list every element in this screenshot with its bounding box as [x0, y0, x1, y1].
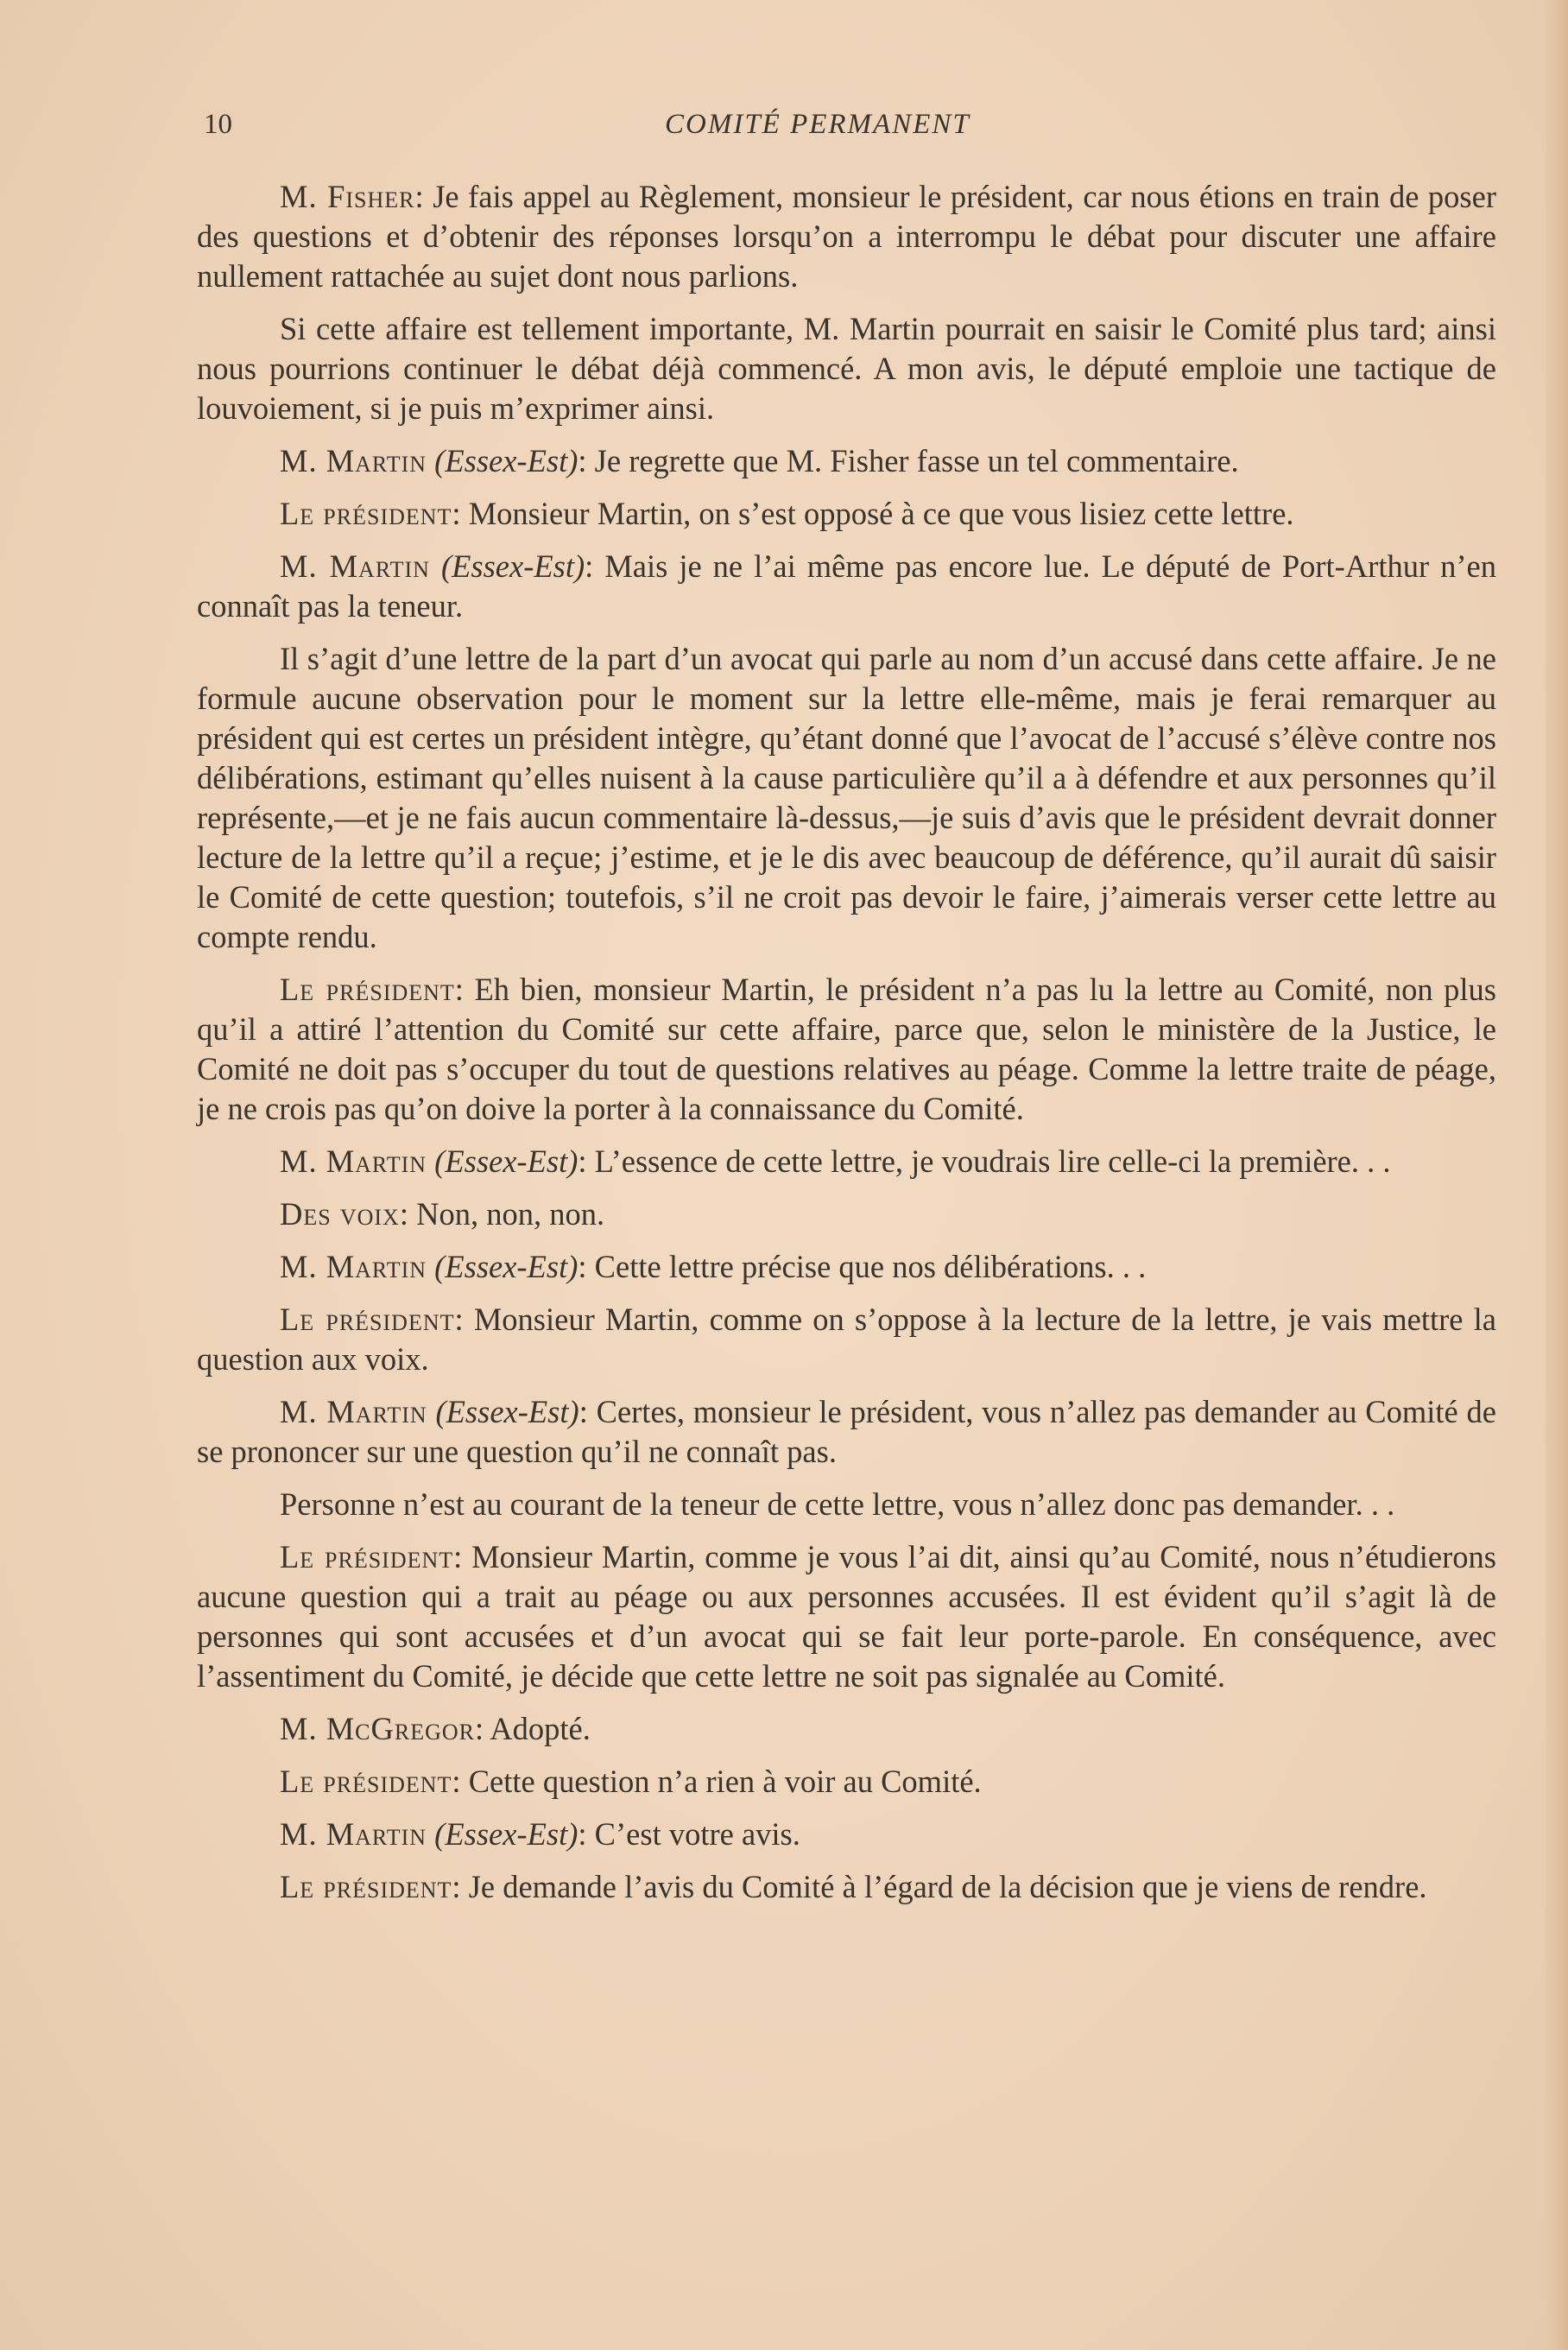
paragraph: Le président: Eh bien, monsieur Martin, le président n’a pas lu la lettre au Comité, non plus qu’il a attiré l’attention du Comité sur cette affaire, parce que, selon le ministère de la Justice, le Comité ne doit pas s’occuper du tout de questions relatives au péage. Comme la lettre traite de péage, je ne crois pas qu’on doive la porter à la connaissance du Comité.	[197, 972, 1496, 1126]
paragraph: Le président: Cette question n’a rien à voir au Comité.	[280, 1764, 982, 1799]
speaker-name: M. Martin	[280, 1816, 427, 1852]
paragraph-text: Personne n’est au courant de la teneur de cette lettre, vous n’allez donc pas demander. . .	[280, 1486, 1395, 1522]
speaker-name: Le président	[280, 1302, 455, 1337]
speaker-name: M. Martin	[280, 1249, 427, 1284]
speaker-name: M. Martin	[280, 1143, 427, 1179]
paragraph	[197, 639, 1496, 957]
paragraph: M. Martin (Essex-Est): Mais je ne l’ai même pas encore lue. Le député de Port-Arthur n’en connaît pas la teneur.	[197, 548, 1496, 624]
paragraph	[197, 309, 1496, 428]
speaker-riding: (Essex-Est)	[440, 548, 585, 584]
paragraph: M. Martin (Essex-Est): L’essence de cette lettre, je voudrais lire celle-ci la première. . .	[280, 1143, 1391, 1179]
running-title: COMITÉ PERMANENT	[665, 109, 971, 140]
paragraph: M. McGregor: Adopté.	[280, 1711, 591, 1746]
paragraph-text: C’est votre avis.	[594, 1816, 800, 1852]
speaker-riding: (Essex-Est)	[434, 1143, 579, 1179]
speaker-riding: (Essex-Est)	[434, 443, 579, 478]
page-header	[199, 109, 1494, 152]
paragraph-text: Je regrette que M. Fisher fasse un tel commentaire.	[594, 443, 1239, 478]
speaker-name: M. Fisher	[280, 179, 415, 214]
paragraph: Le président: Je demande l’avis du Comité à l’égard de la décision que je viens de rendre.	[280, 1869, 1427, 1904]
paragraph-text: Monsieur Martin, comme je vous l’ai dit, ainsi qu’au Comité, nous n’étudierons aucune question qui a trait au péage ou aux personnes accusées. Il est évident qu’il s’agit là de personnes qui sont accusées et d’un avocat qui se fait leur porte-parole. En conséquence, avec l’assentiment du Comité, je décide que cette lettre ne soit pas signalée au Comité.	[197, 1539, 1496, 1694]
paragraph-text: Cette lettre précise que nos délibérations. . .	[594, 1249, 1147, 1284]
speaker-name: Le président	[280, 1539, 454, 1574]
paragraph-text: Adopté.	[490, 1711, 591, 1746]
paragraph: M. Fisher: Je fais appel au Règlement, monsieur le président, car nous étions en train de poser des questions et d’obtenir des réponses lorsqu’on a interrompu le débat pour discuter une affaire nullement rattachée au sujet dont nous parlions.	[197, 179, 1496, 294]
speaker-name: Le président	[280, 972, 455, 1007]
speaker-name: Des voix	[280, 1196, 400, 1232]
speaker-name: Le président	[280, 1764, 452, 1799]
speaker-name: M. Martin	[280, 443, 427, 478]
paragraph-text: Cette question n’a rien à voir au Comité.	[468, 1764, 982, 1799]
paragraph: M. Martin (Essex-Est): Cette lettre précise que nos délibérations. . .	[280, 1249, 1147, 1284]
paragraph: Des voix: Non, non, non.	[280, 1196, 605, 1232]
speaker-name: M. Martin	[280, 1394, 427, 1429]
paragraph	[197, 1485, 1496, 1524]
speaker-riding: (Essex-Est)	[434, 1816, 579, 1852]
speaker-name: Le président	[280, 496, 452, 531]
paragraph: M. Martin (Essex-Est): Je regrette que M. Fisher fasse un tel commentaire.	[280, 443, 1239, 478]
page-edge-shadow	[1546, 0, 1568, 2350]
page-number: 10	[204, 109, 232, 140]
paragraph: Le président: Monsieur Martin, comme je vous l’ai dit, ainsi qu’au Comité, nous n’étudierons aucune question qui a trait au péage ou aux personnes accusées. Il est évident qu’il s’agit là de personnes qui sont accusées et d’un avocat qui se fait leur porte-parole. En conséquence, avec l’assentiment du Comité, je décide que cette lettre ne soit pas signalée au Comité.	[197, 1539, 1496, 1694]
speaker-name: M. McGregor	[280, 1711, 475, 1746]
paragraph: M. Martin (Essex-Est): Certes, monsieur le président, vous n’allez pas demander au Comité de se prononcer sur une question qu’il ne connaît pas.	[197, 1394, 1496, 1469]
paragraph: Le président: Monsieur Martin, on s’est opposé à ce que vous lisiez cette lettre.	[280, 496, 1294, 531]
paragraph-text: Je fais appel au Règlement, monsieur le président, car nous étions en train de poser des questions et d’obtenir des réponses lorsqu’on a interrompu le débat pour discuter une affaire nullement rattachée au sujet dont nous parlions.	[197, 179, 1496, 294]
paragraph-text: Monsieur Martin, comme on s’oppose à la lecture de la lettre, je vais mettre la question aux voix.	[197, 1302, 1497, 1377]
paragraph: M. Martin (Essex-Est): C’est votre avis.	[280, 1816, 800, 1852]
page-body	[197, 177, 1496, 1920]
speaker-name: Le président	[280, 1869, 452, 1904]
speaker-riding: (Essex-Est)	[435, 1394, 579, 1429]
paragraph-text: Monsieur Martin, on s’est opposé à ce que vous lisiez cette lettre.	[468, 496, 1294, 531]
paragraph-text: L’essence de cette lettre, je voudrais lire celle-ci la première. . .	[594, 1143, 1391, 1179]
paragraph-text: Non, non, non.	[416, 1196, 605, 1232]
paragraph-text: Mais je ne l’ai même pas encore lue. Le député de Port-Arthur n’en connaît pas la teneur.	[197, 548, 1496, 624]
speaker-name: M. Martin	[280, 548, 430, 584]
speaker-riding: (Essex-Est)	[434, 1249, 579, 1284]
paragraph-text: Il s’agit d’une lettre de la part d’un avocat qui parle au nom d’un accusé dans cette affaire. Je ne formule aucune observation pour le moment sur la lettre elle-même, mais je ferai remarquer au président qui est certes un président intègre, qu’étant donné que l’avocat de l’accusé s’élève contre nos délibérations, estimant qu’elles nuisent à la cause particulière qu’il a à défendre et aux personnes qu’il représente,—et je ne fais aucun commentaire là-dessus,—je suis d’avis que le président devrait donner lecture de la lettre qu’il a reçue; j’estime, et je le dis avec beaucoup de déférence, qu’il aurait dû saisir le Comité de cette question; toutefois, s’il ne croit pas devoir le faire, j’aimerais verser cette lettre au compte rendu.	[197, 641, 1496, 954]
paragraph: Le président: Monsieur Martin, comme on s’oppose à la lecture de la lettre, je vais mettre la question aux voix.	[197, 1302, 1497, 1377]
paragraph-text: Eh bien, monsieur Martin, le président n’a pas lu la lettre au Comité, non plus qu’il a attiré l’attention du Comité sur cette affaire, parce que, selon le ministère de la Justice, le Comité ne doit pas s’occuper du tout de questions relatives au péage. Comme la lettre traite de péage, je ne crois pas qu’on doive la porter à la connaissance du Comité.	[197, 972, 1496, 1126]
paragraph-text: Certes, monsieur le président, vous n’allez pas demander au Comité de se prononcer sur une question qu’il ne connaît pas.	[197, 1394, 1496, 1469]
paragraph-text: Je demande l’avis du Comité à l’égard de la décision que je viens de rendre.	[468, 1869, 1427, 1904]
paragraph-text: Si cette affaire est tellement importante, M. Martin pourrait en saisir le Comité plus tard; ainsi nous pourrions continuer le débat déjà commencé. A mon avis, le député emploie une tactique de louvoiement, si je puis m’exprimer ainsi.	[197, 311, 1496, 426]
